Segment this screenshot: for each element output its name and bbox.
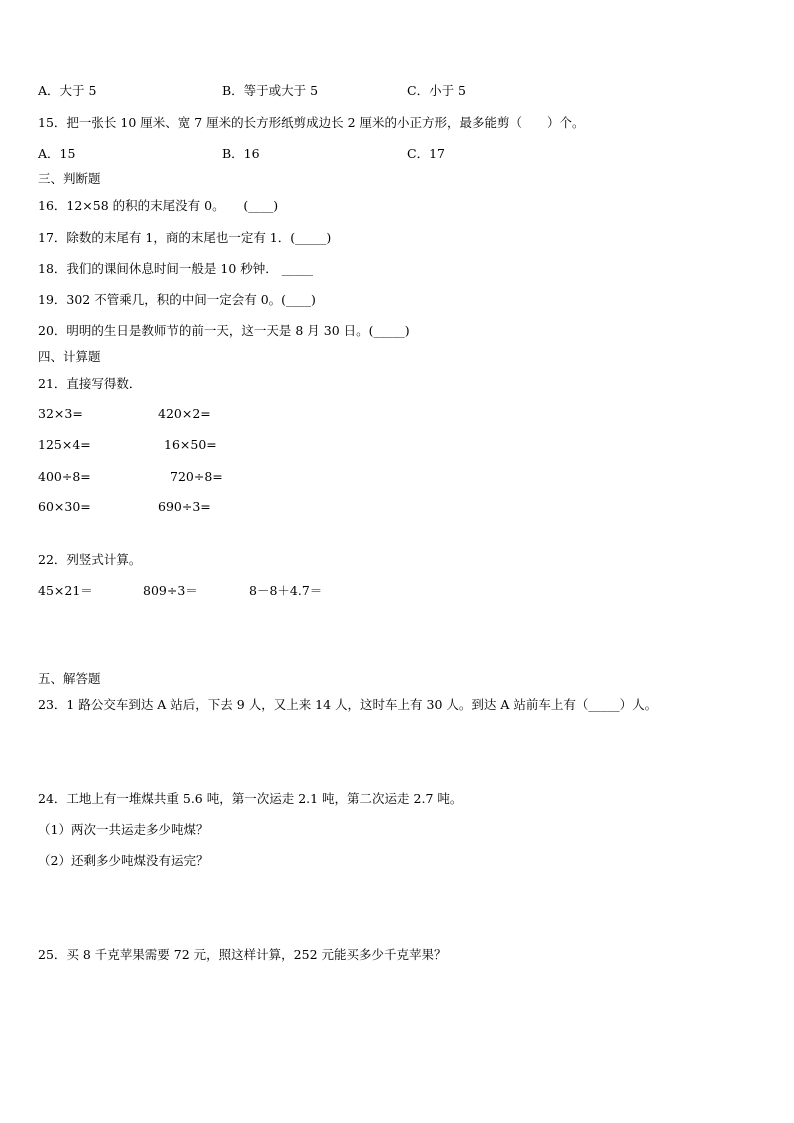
question-19: 19．302 不管乘几，积的中间一定会有 0。(____) xyxy=(38,292,316,307)
section-heading-solve: 五、解答题 xyxy=(38,671,101,686)
q21-item: 720÷8= xyxy=(170,469,223,484)
q22-item: 809÷3＝ xyxy=(143,583,198,598)
q21-item: 32×3= xyxy=(38,406,83,421)
q21-item: 420×2= xyxy=(158,406,211,421)
question-24-part-2: （2）还剩多少吨煤没有运完？ xyxy=(38,853,209,868)
q21-item: 60×30= xyxy=(38,499,91,514)
question-16: 16．12×58 的积的末尾没有 0。 (____) xyxy=(38,198,279,213)
q21-item: 400÷8= xyxy=(38,469,91,484)
question-24-part-1: （1）两次一共运走多少吨煤？ xyxy=(38,822,209,837)
question-15: 15．把一张长 10 厘米、宽 7 厘米的长方形纸剪成边长 2 厘米的小正方形，最多能剪（ ）个。 xyxy=(38,115,585,130)
q21-item: 125×4= xyxy=(38,437,91,452)
question-25: 25．买 8 千克苹果需要 72 元，照这样计算，252 元能买多少千克苹果？ xyxy=(38,947,447,962)
q15-option-c: C．17 xyxy=(407,146,445,161)
question-20: 20．明明的生日是教师节的前一天，这一天是 8 月 30 日。(_____) xyxy=(38,323,410,338)
question-23: 23．1 路公交车到达 A 站后，下去 9 人，又上来 14 人，这时车上有 30 人。到达 A 站前车上有（_____）人。 xyxy=(38,697,658,712)
question-17: 17．除数的末尾有 1，商的末尾也一定有 1．(_____) xyxy=(38,230,332,245)
section-heading-calculation: 四、计算题 xyxy=(38,349,101,364)
question-22-title: 22．列竖式计算。 xyxy=(38,552,142,567)
q21-item: 16×50= xyxy=(164,437,217,452)
q14-option-b: B．等于或大于 5 xyxy=(222,83,319,98)
q22-item: 8－8＋4.7＝ xyxy=(249,583,323,598)
q14-option-c: C．小于 5 xyxy=(407,83,466,98)
question-24: 24．工地上有一堆煤共重 5.6 吨，第一次运走 2.1 吨，第二次运走 2.7 吨。 xyxy=(38,791,463,806)
q21-item: 690÷3= xyxy=(158,499,211,514)
question-21-title: 21．直接写得数． xyxy=(38,376,142,391)
q15-option-a: A．15 xyxy=(38,146,76,161)
question-18: 18．我们的课间休息时间一般是 10 秒钟． _____ xyxy=(38,261,313,276)
q15-option-b: B．16 xyxy=(222,146,260,161)
section-heading-judgment: 三、判断题 xyxy=(38,171,101,186)
q14-option-a: A．大于 5 xyxy=(38,83,97,98)
q22-item: 45×21＝ xyxy=(38,583,93,598)
